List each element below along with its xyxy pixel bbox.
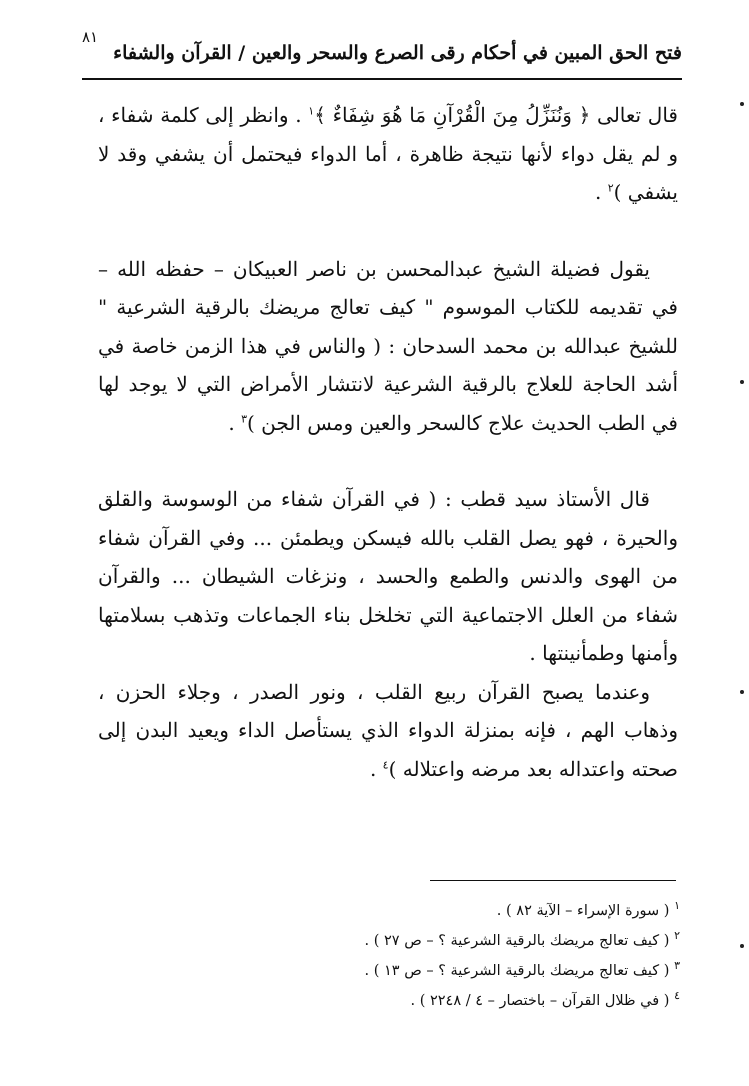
paragraph-4-end: . [369, 756, 383, 781]
paragraph-1-end: . [595, 180, 608, 204]
footnote-1 [250, 896, 680, 926]
paragraph-3-text: قال الأستاذ سيد قطب : ( في القرآن شفاء من الوسوسة والقلق والحيرة ، فهو يصل القلب بالله فيسكن ويطمئن ... وفي القرآن شفاء من الهوى والدنس والطمع والحسد ، ونزغات الشيطان ... والقرآن شفاء من العلل الاجتماعية التي تخلخل بناء الجماعات وتذهب بسلامتها وأمنها وطمأنينتها . [98, 487, 678, 665]
paragraph-2 [98, 250, 678, 443]
page-number: ٨١ [82, 28, 99, 46]
footnote-ref-4: ٤ [382, 757, 389, 771]
footnote-2 [250, 926, 680, 956]
paragraph-2-end: . [228, 410, 242, 435]
running-title: فتح الحق المبين في أحكام رقى الصرع والسحر والعين / القرآن والشفاء [113, 42, 682, 64]
margin-mark [740, 690, 744, 694]
header-rule [82, 78, 682, 80]
page-header [82, 28, 682, 90]
footnote-number: ٤ [674, 989, 680, 1003]
footnote-text: ( كيف تعالج مريضك بالرقية الشرعية ؟ – ص ١٣ ) . [364, 963, 670, 979]
paragraph-3 [98, 480, 678, 673]
footnotes [250, 896, 680, 1016]
margin-mark [740, 380, 744, 384]
paragraph-4-text: وعندما يصبح القرآن ربيع القلب ، ونور الصدر ، وجلاء الحزن ، وذهاب الهم ، فإنه بمنزلة الدواء الذي يستأصل الداء ويعيد البدن إلى صحته واعتداله بعد مرضه واعتلاله ) [98, 679, 678, 781]
footnote-ref-1: ١ [308, 104, 315, 118]
footnote-3 [250, 956, 680, 986]
footnote-number: ٢ [674, 929, 680, 943]
footnote-text: ( سورة الإسراء – الآية ٨٢ ) . [496, 903, 670, 919]
footnote-number: ٣ [674, 959, 680, 973]
quran-verse: قال تعالى ﴿ وَنُنَزِّلُ مِنَ الْقُرْآنِ مَا هُوَ شِفَاءٌ ﴾ [314, 103, 678, 127]
paragraph-1-text: . وانظر إلى كلمة شفاء ، و لم يقل دواء لأنها نتيجة ظاهرة ، أما الدواء فيحتمل أن يشفي وقد لا يشفي ) [98, 103, 678, 204]
footnote-ref-2: ٢ [607, 181, 614, 195]
margin-mark [740, 944, 744, 948]
footnote-separator [430, 880, 676, 881]
paragraph-1 [98, 96, 678, 212]
paragraph-4 [98, 673, 678, 789]
footnote-text: ( كيف تعالج مريضك بالرقية الشرعية ؟ – ص ٢٧ ) . [364, 933, 670, 949]
main-text [98, 96, 678, 788]
footnote-4 [250, 986, 680, 1016]
footnote-text: ( في ظلال القرآن – باختصار – ٤ / ٢٢٤٨ ) . [410, 993, 670, 1009]
margin-mark [740, 102, 744, 106]
paragraph-2-text: يقول فضيلة الشيخ عبدالمحسن بن ناصر العبيكان – حفظه الله – في تقديمه للكتاب الموسوم " كيف تعالج مريضك بالرقية الشرعية " للشيخ عبدالله بن محمد السدحان : ( والناس في هذا الزمن خاصة في أشد الحاجة للعلاج بالرقية الشرعية لانتشار الأمراض التي لا يوجد لها في الطب الحديث علاج كالسحر والعين ومس الجن ) [98, 256, 678, 435]
footnote-number: ١ [674, 899, 680, 913]
footnote-ref-3: ٣ [241, 411, 247, 425]
